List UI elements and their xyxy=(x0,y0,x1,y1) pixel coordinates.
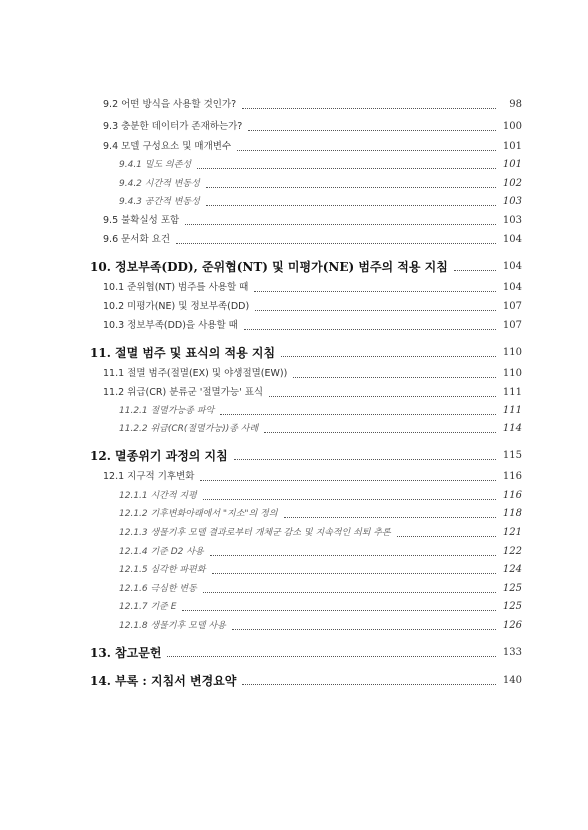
toc-entry-label: 9.3 충분한 데이터가 존재하는가? xyxy=(103,121,243,132)
dot-leader xyxy=(206,187,496,188)
toc-entry-page-number: 111 xyxy=(502,387,522,398)
toc-entry-label: 12.1.3 생물기후 모델 결과로부터 개체군 감소 및 지속적인 쇠퇴 추론 xyxy=(119,528,391,538)
toc-entry-page-number: 102 xyxy=(502,178,522,189)
toc-entry[interactable] xyxy=(0,191,522,209)
dot-leader xyxy=(248,130,496,131)
toc-entry-page-number: 140 xyxy=(502,675,522,686)
dot-leader xyxy=(255,310,496,311)
dot-leader xyxy=(284,517,496,518)
dot-leader xyxy=(182,610,496,611)
toc-entry[interactable] xyxy=(0,596,522,614)
dot-leader xyxy=(269,396,496,397)
toc-entry[interactable] xyxy=(0,642,522,660)
toc-entry-label: 14. 부록 : 지침서 변경요약 xyxy=(90,674,237,688)
toc-entry[interactable] xyxy=(0,116,522,134)
dot-leader xyxy=(200,480,496,481)
toc-entry[interactable] xyxy=(0,94,522,112)
toc-entry[interactable] xyxy=(0,503,522,521)
toc-entry[interactable] xyxy=(0,136,522,154)
toc-entry[interactable] xyxy=(0,418,522,436)
toc-entry-page-number: 101 xyxy=(502,159,522,170)
dot-leader xyxy=(242,108,496,109)
toc-entry-page-number: 104 xyxy=(502,234,522,245)
toc-entry-page-number: 111 xyxy=(502,405,522,416)
toc-entry-page-number: 118 xyxy=(502,508,522,519)
toc-entry-label: 12.1.2 기후변화아래에서 "지소"의 정의 xyxy=(119,509,278,519)
dot-leader xyxy=(210,555,496,556)
dot-leader xyxy=(176,243,496,244)
toc-entry-label: 12.1.1 시간적 지평 xyxy=(119,491,197,501)
toc-entry-label: 10. 정보부족(DD), 준위협(NT) 및 미평가(NE) 범주의 적용 지침 xyxy=(90,260,448,274)
dot-leader xyxy=(203,592,496,593)
toc-entry-label: 9.4.2 시간적 변동성 xyxy=(119,179,200,189)
toc-entry[interactable] xyxy=(0,277,522,295)
toc-entry[interactable] xyxy=(0,173,522,191)
toc-entry[interactable] xyxy=(0,363,522,381)
toc-entry-page-number: 125 xyxy=(502,601,522,612)
toc-entry-page-number: 104 xyxy=(502,261,522,272)
toc-entry-page-number: 121 xyxy=(502,527,522,538)
toc-entry-label: 10.3 정보부족(DD)을 사용할 때 xyxy=(103,320,238,331)
toc-entry[interactable] xyxy=(0,210,522,228)
dot-leader xyxy=(206,205,496,206)
toc-entry-page-number: 103 xyxy=(502,196,522,207)
toc-entry-page-number: 124 xyxy=(502,564,522,575)
toc-entry[interactable] xyxy=(0,400,522,418)
toc-entry-label: 9.4 모델 구성요소 및 매개변수 xyxy=(103,141,232,152)
toc-entry-label: 12. 멸종위기 과정의 지침 xyxy=(90,449,228,463)
toc-entry-label: 12.1.5 심각한 파편화 xyxy=(119,565,206,575)
toc-entry-label: 13. 참고문헌 xyxy=(90,646,162,660)
dot-leader xyxy=(281,356,496,357)
toc-entry-page-number: 116 xyxy=(502,471,522,482)
toc-entry-label: 9.5 불확실성 포함 xyxy=(103,215,180,226)
toc-entry[interactable] xyxy=(0,382,522,400)
dot-leader xyxy=(197,168,496,169)
dot-leader xyxy=(264,432,496,433)
toc-entry-label: 11.1 절멸 범주(절멸(EX) 및 야생절멸(EW)) xyxy=(103,368,288,379)
toc-entry[interactable] xyxy=(0,541,522,559)
toc-entry-page-number: 115 xyxy=(502,450,522,461)
dot-leader xyxy=(244,329,496,330)
dot-leader xyxy=(167,656,496,657)
toc-entry[interactable] xyxy=(0,670,522,688)
toc-entry-page-number: 122 xyxy=(502,546,522,557)
dot-leader xyxy=(232,629,496,630)
toc-entry-label: 11.2 위급(CR) 분류군 '절멸가능' 표식 xyxy=(103,387,264,398)
toc-entry-page-number: 110 xyxy=(502,368,522,379)
toc-entry[interactable] xyxy=(0,466,522,484)
toc-entry-page-number: 116 xyxy=(502,490,522,501)
dot-leader xyxy=(234,459,496,460)
toc-entry[interactable] xyxy=(0,342,522,360)
toc-entry-page-number: 103 xyxy=(502,215,522,226)
toc-entry[interactable] xyxy=(0,445,522,463)
toc-entry[interactable] xyxy=(0,485,522,503)
toc-entry[interactable] xyxy=(0,615,522,633)
toc-entry-label: 10.1 준위협(NT) 범주를 사용할 때 xyxy=(103,282,249,293)
toc-entry[interactable] xyxy=(0,154,522,172)
dot-leader xyxy=(242,684,496,685)
toc-entry[interactable] xyxy=(0,315,522,333)
toc-entry-label: 12.1.6 극심한 변동 xyxy=(119,584,197,594)
toc-entry-label: 11.2.2 위급(CR(절멸가능))종 사례 xyxy=(119,424,259,434)
toc-entry[interactable] xyxy=(0,229,522,247)
toc-entry-page-number: 104 xyxy=(502,282,522,293)
toc-entry-page-number: 110 xyxy=(502,347,522,358)
toc-entry-page-number: 107 xyxy=(502,301,522,312)
toc-entry-page-number: 101 xyxy=(502,141,522,152)
dot-leader xyxy=(254,291,496,292)
toc-entry[interactable] xyxy=(0,522,522,540)
toc-entry-page-number: 133 xyxy=(502,647,522,658)
dot-leader xyxy=(237,150,496,151)
toc-entry-label: 12.1.7 기준 E xyxy=(119,602,177,612)
toc-entry-page-number: 126 xyxy=(502,620,522,631)
toc-entry-label: 12.1 지구적 기후변화 xyxy=(103,471,195,482)
toc-entry-label: 12.1.4 기준 D2 사용 xyxy=(119,547,204,557)
toc-entry[interactable] xyxy=(0,559,522,577)
dot-leader xyxy=(185,224,496,225)
toc-entry-label: 9.2 어떤 방식을 사용할 것인가? xyxy=(103,99,237,110)
toc-entry-page-number: 114 xyxy=(502,423,522,434)
dot-leader xyxy=(203,499,496,500)
toc-entry-label: 9.4.1 밀도 의존성 xyxy=(119,160,192,170)
toc-entry-label: 10.2 미평가(NE) 및 정보부족(DD) xyxy=(103,301,250,312)
toc-entry-label: 12.1.8 생물기후 모델 사용 xyxy=(119,621,226,631)
toc-entry[interactable] xyxy=(0,578,522,596)
dot-leader xyxy=(220,414,496,415)
toc-entry-label: 9.6 문서화 요건 xyxy=(103,234,171,245)
dot-leader xyxy=(212,573,496,574)
dot-leader xyxy=(454,270,496,271)
toc-entry-page-number: 125 xyxy=(502,583,522,594)
toc-entry-page-number: 100 xyxy=(502,121,522,132)
toc-entry-page-number: 107 xyxy=(502,320,522,331)
toc-entry-label: 9.4.3 공간적 변동성 xyxy=(119,197,200,207)
dot-leader xyxy=(293,377,496,378)
toc-entry-page-number: 98 xyxy=(509,99,522,110)
toc-entry-label: 11. 절멸 범주 및 표식의 적용 지침 xyxy=(90,346,276,360)
toc-entry[interactable] xyxy=(0,256,522,274)
dot-leader xyxy=(397,536,496,537)
toc-entry-label: 11.2.1 절멸가능종 파악 xyxy=(119,406,215,416)
toc-entry[interactable] xyxy=(0,296,522,314)
